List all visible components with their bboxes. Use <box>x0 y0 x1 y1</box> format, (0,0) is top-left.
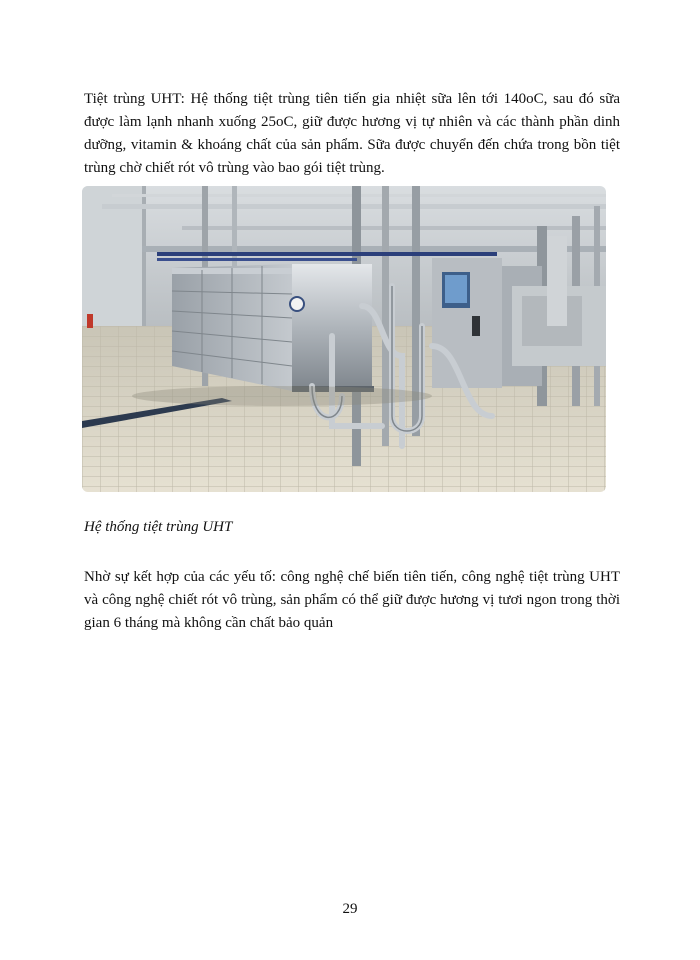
paragraph-conclusion: Nhờ sự kết hợp của các yếu tố: công nghệ chế biến tiên tiến, công nghệ tiệt trùng UHT và công nghệ chiết rót vô trùng, sản phẩm có thể giữ được hương vị tươi ngon trong thời gian 6 tháng mà không cần chất bảo quản <box>84 569 620 631</box>
paragraph-uht-sterilization: Tiệt trùng UHT: Hệ thống tiệt trùng tiên tiến gia nhiệt sữa lên tới 140oC, sau đó sữa được làm lạnh nhanh xuống 25oC, giữ được hương vị tự nhiên và các thành phần dinh dưỡng, vitamin & khoáng chất của sản phẩm. Sữa được chuyển đến chứa trong bồn tiệt trùng chờ chiết rót vô trùng vào bao gói tiệt trùng. <box>84 91 620 176</box>
figure-caption: Hệ thống tiệt trùng UHT <box>84 519 233 535</box>
page-number: 29 <box>342 901 358 917</box>
uht-system-photo <box>82 186 606 492</box>
